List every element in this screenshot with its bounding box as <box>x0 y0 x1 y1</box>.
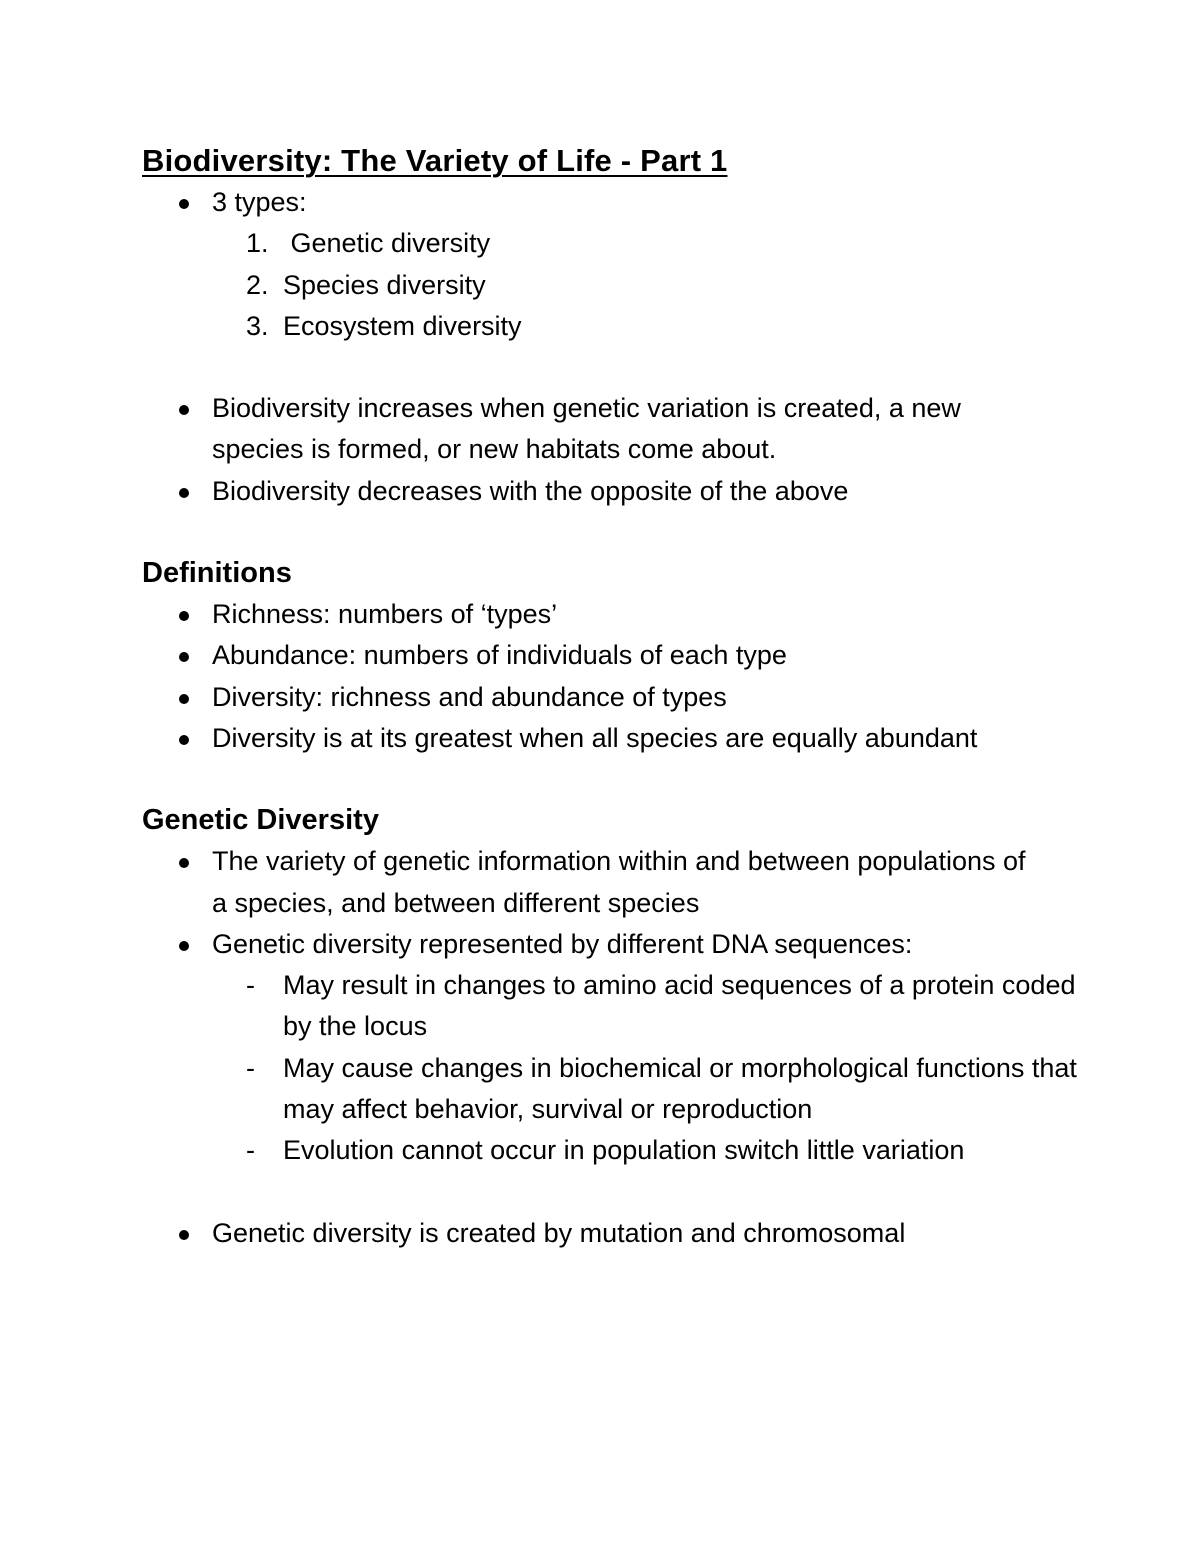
genetic-list <box>142 841 1077 1171</box>
list-item <box>142 924 1077 1172</box>
list-number: 3. <box>246 310 269 341</box>
list-item <box>142 1213 1042 1254</box>
dash-marker: - <box>246 970 255 1001</box>
document-page <box>142 140 1077 1254</box>
definitions-heading: Definitions <box>142 557 292 590</box>
dna-sequence-sublist <box>212 965 1077 1171</box>
list-item <box>142 677 1042 718</box>
list-item-text: May result in changes to amino acid sequences of a protein coded by the locus <box>283 970 1076 1042</box>
spacer <box>142 347 1042 388</box>
spacer <box>142 1172 1042 1213</box>
list-item <box>142 182 1042 347</box>
bullet-icon <box>179 199 189 209</box>
list-number: 2. <box>246 269 269 300</box>
list-item <box>142 1048 1083 1131</box>
list-item <box>142 965 1083 1048</box>
bullet-icon <box>179 858 189 868</box>
bullet-icon <box>179 735 189 745</box>
list-item-text: Richness: numbers of ‘types’ <box>212 599 558 630</box>
dash-marker: - <box>246 1135 255 1166</box>
intro-list <box>142 182 1042 347</box>
list-item <box>142 635 1042 676</box>
bullet-icon <box>179 652 189 662</box>
bullet-icon <box>179 694 189 704</box>
bullet-icon <box>179 405 189 415</box>
list-item-text: Genetic diversity is created by mutation and chromosomal <box>212 1217 906 1248</box>
list-item-text: Evolution cannot occur in population switch little variation <box>283 1135 965 1166</box>
list-item-text: Diversity is at its greatest when all species are equally abundant <box>212 722 978 753</box>
list-item <box>142 388 1042 471</box>
types-label: 3 types: <box>212 187 307 217</box>
spacer <box>142 759 1042 800</box>
bullet-icon <box>179 488 189 498</box>
genetic-list-continued <box>142 1213 1042 1254</box>
list-item-text: Ecosystem diversity <box>283 310 522 341</box>
list-item-text: Biodiversity decreases with the opposite of the above <box>212 475 849 506</box>
list-item <box>142 265 1042 306</box>
list-item-text: May cause changes in biochemical or morphological functions that may affect behavior, survival or reproduction <box>283 1052 1077 1125</box>
list-item <box>142 594 1042 635</box>
list-item-text: Species diversity <box>283 269 486 300</box>
list-item <box>142 841 1042 924</box>
list-item <box>142 1130 1083 1171</box>
list-item <box>142 306 1042 347</box>
intro-bullets <box>142 388 1042 512</box>
list-item-text: Genetic diversity represented by different DNA sequences: <box>212 928 913 959</box>
spacer <box>142 512 1042 553</box>
document-title: Biodiversity: The Variety of Life - Part 1 <box>142 143 728 178</box>
list-item-text: Abundance: numbers of individuals of each type <box>212 640 787 671</box>
list-item-text: Genetic diversity <box>283 228 491 259</box>
bullet-icon <box>179 941 189 951</box>
definitions-list <box>142 594 1042 759</box>
list-item <box>142 471 1042 512</box>
types-list <box>212 223 1042 347</box>
genetic-diversity-heading: Genetic Diversity <box>142 804 379 837</box>
dash-marker: - <box>246 1052 255 1083</box>
list-item-text: The variety of genetic information within and between populations of a species, and between different species <box>212 846 1026 918</box>
list-number: 1. <box>246 228 269 259</box>
list-item-text: Diversity: richness and abundance of types <box>212 681 727 712</box>
list-item-text: Biodiversity increases when genetic variation is created, a new species is formed, or new habitats come about. <box>212 393 961 465</box>
list-item <box>142 223 1042 264</box>
bullet-icon <box>179 1230 189 1240</box>
bullet-icon <box>179 611 189 621</box>
list-item <box>142 718 1042 759</box>
